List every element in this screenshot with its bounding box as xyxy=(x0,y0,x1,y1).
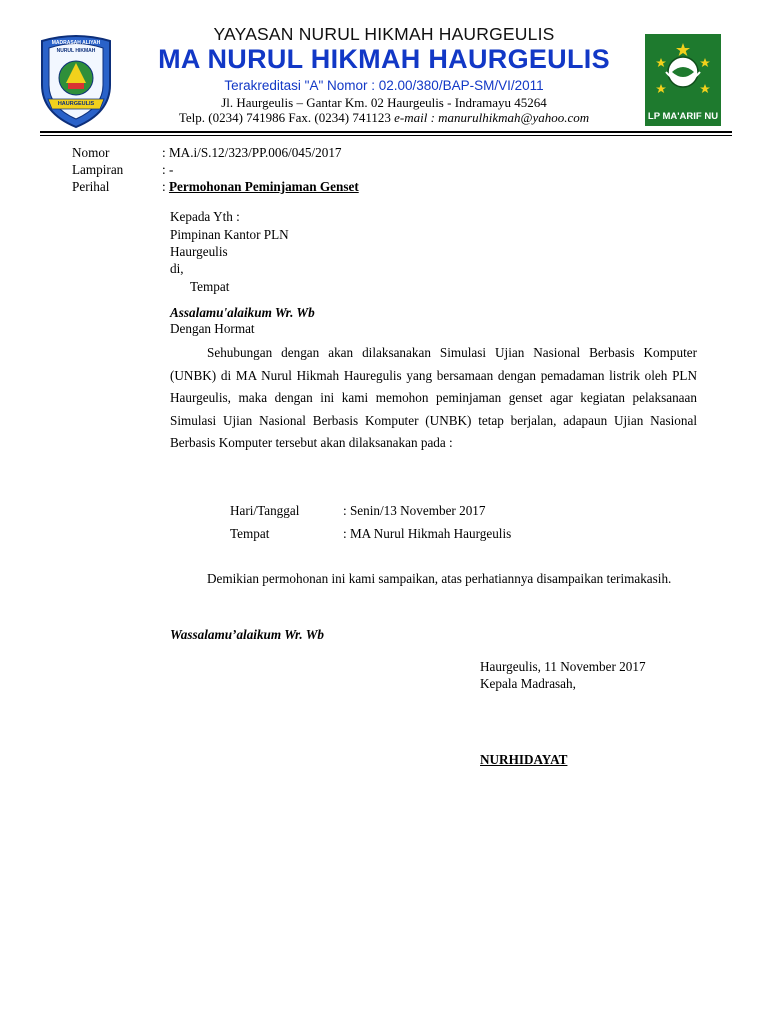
signer-name: NURHIDAYAT xyxy=(480,752,568,767)
phone-fax: Telp. (0234) 741986 Fax. (0234) 741123 xyxy=(178,110,391,125)
contact-line xyxy=(0,110,768,126)
closing-paragraph-text: Demikian permohonan ini kami sampaikan, atas perhatiannya disampaikan terimakasih. xyxy=(207,571,672,586)
lampiran-value: : - xyxy=(162,162,174,177)
recipient-line: Haurgeulis xyxy=(170,244,228,259)
recipient-line: Pimpinan Kantor PLN xyxy=(170,227,289,242)
crest-sub-text: NURUL HIKMAH xyxy=(56,48,96,54)
maarif-nu-caption: LP MA'ARIF NU xyxy=(647,111,719,122)
salam-closing: Wassalamu’alaikum Wr. Wb xyxy=(170,627,325,642)
crest-ribbon-text: HAURGEULIS xyxy=(57,101,95,107)
closing-paragraph xyxy=(170,568,697,591)
greeting: Dengan Hormat xyxy=(170,321,255,336)
header-rule-thick xyxy=(40,131,732,133)
signer-position: Kepala Madrasah, xyxy=(480,676,576,691)
recipient-line: Kepada Yth : xyxy=(170,209,240,224)
perihal-value: Permohonan Peminjaman Genset xyxy=(168,179,359,194)
email-text: e-mail : manurulhikmah@yahoo.com xyxy=(394,110,590,125)
school-name: MA NURUL HIKMAH HAURGEULIS xyxy=(158,44,610,74)
perihal-row xyxy=(162,179,359,195)
salam-opening: Assalamu'alaikum Wr. Wb xyxy=(170,305,315,320)
nomor-value: : MA.i/S.12/323/PP.006/045/2017 xyxy=(162,145,342,160)
crest-top-text: MADRASAH ALIYAH xyxy=(51,40,101,46)
schedule-label: Hari/Tanggal xyxy=(230,503,300,518)
place-date: Haurgeulis, 11 November 2017 xyxy=(480,659,646,674)
lampiran-label: Lampiran xyxy=(72,162,124,177)
schedule-value: : MA Nurul Hikmah Haurgeulis xyxy=(343,526,512,541)
foundation-name: YAYASAN NURUL HIKMAH HAURGEULIS xyxy=(213,24,555,44)
body-paragraph xyxy=(170,342,697,455)
recipient-line: di, xyxy=(170,261,184,276)
accreditation-line: Terakreditasi "A" Nomor : 02.00/380/BAP-SM/VI/2011 xyxy=(224,78,544,93)
schedule-label: Tempat xyxy=(230,526,270,541)
perihal-label: Perihal xyxy=(72,179,110,194)
nomor-label: Nomor xyxy=(72,145,110,160)
recipient-line: Tempat xyxy=(190,279,230,294)
body-paragraph-text: Sehubungan dengan akan dilaksanakan Simulasi Ujian Nasional Berbasis Komputer (UNBK) di MA Nurul Hikmah Hauregulis yang bersamaan dengan pemadaman listrik oleh PLN Haurgeulis, maka dengan ini kami memohon peminjaman genset agar kegiatan pelaksanaan Simulasi Ujian Nasional Berbasis Komputer (UNBK) tetap berjalan, adapaun Ujian Nasional Berbasis Komputer tersebut akan dilaksanakan pada : xyxy=(170,345,697,450)
schedule-value: : Senin/13 November 2017 xyxy=(343,503,486,518)
header-rule-thin xyxy=(40,135,732,136)
address-line: Jl. Haurgeulis – Gantar Km. 02 Haurgeulis - Indramayu 45264 xyxy=(221,95,547,110)
perihal-colon: : xyxy=(162,179,166,194)
